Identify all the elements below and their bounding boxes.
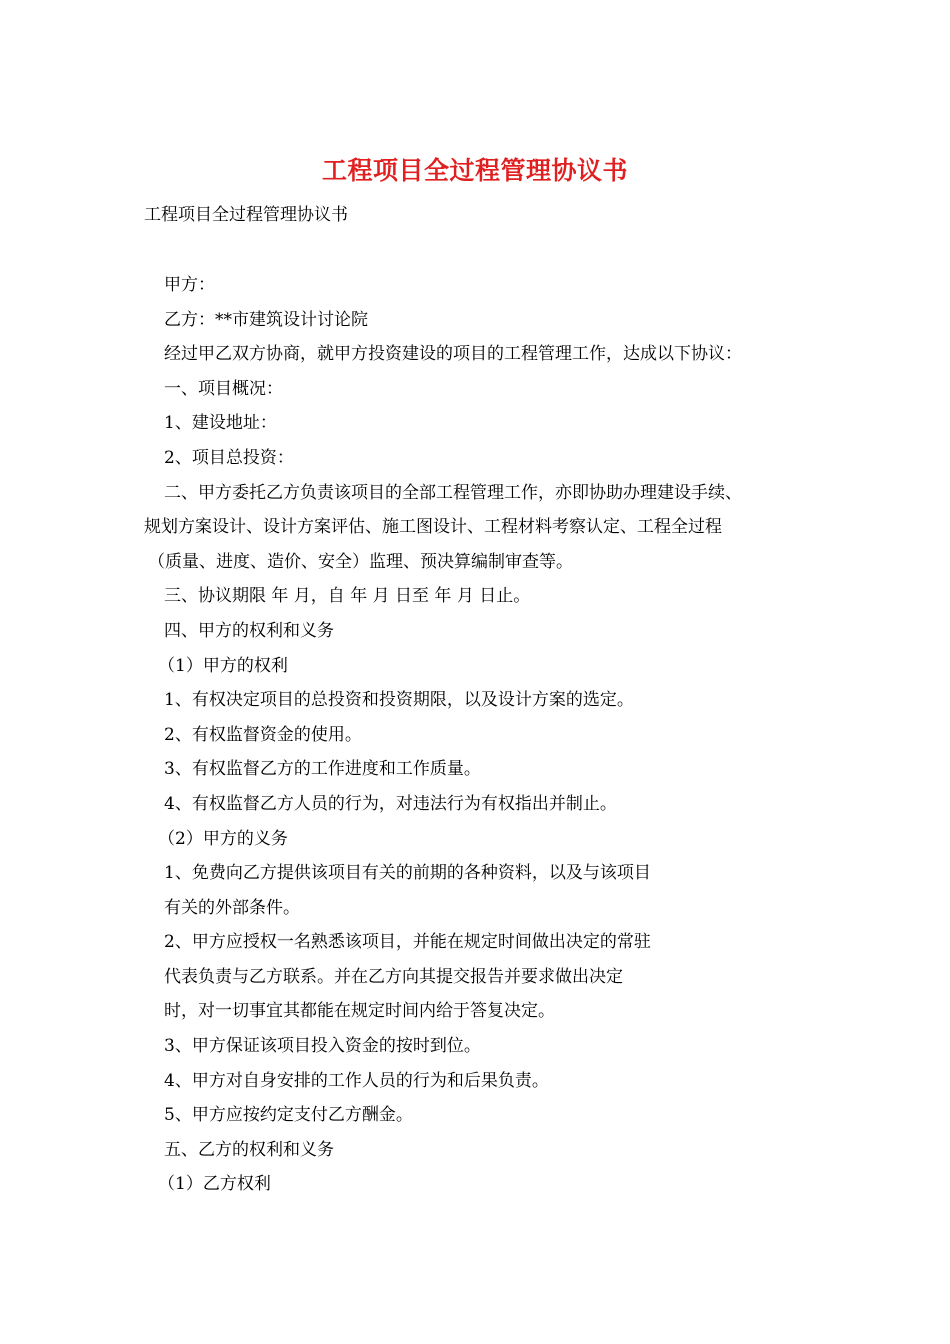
document-subtitle: 工程项目全过程管理协议书 — [144, 205, 348, 225]
paragraph-line: 1、有权决定项目的总投资和投资期限，以及设计方案的选定。 — [164, 690, 634, 711]
paragraph-line: 三、协议期限 年 月，自 年 月 日至 年 月 日止。 — [164, 586, 531, 607]
paragraph-line: 五、乙方的权利和义务 — [164, 1139, 334, 1160]
paragraph-line: 经过甲乙双方协商，就甲方投资建设的项目的工程管理工作，达成以下协议： — [164, 344, 742, 365]
paragraph-line: 有关的外部条件。 — [164, 897, 300, 918]
paragraph-line: 2、项目总投资： — [164, 447, 294, 468]
paragraph-line: 5、甲方应按约定支付乙方酬金。 — [164, 1105, 413, 1126]
paragraph-line: 1、建设地址： — [164, 413, 277, 434]
document-title: 工程项目全过程管理协议书 — [321, 156, 628, 185]
paragraph-line: （质量、进度、造价、安全）监理、预决算编制审查等。 — [148, 551, 573, 572]
paragraph-line: 2、有权监督资金的使用。 — [164, 724, 362, 745]
paragraph-line: 甲方： — [164, 275, 215, 295]
paragraph-line: 代表负责与乙方联系。并在乙方向其提交报告并要求做出决定 — [164, 966, 623, 987]
paragraph-line: 4、有权监督乙方人员的行为，对违法行为有权指出并制止。 — [164, 793, 617, 814]
paragraph-line: （1）甲方的权利 — [158, 655, 288, 676]
paragraph-line: 一、项目概况： — [164, 378, 283, 399]
paragraph-line: 2、甲方应授权一名熟悉该项目，并能在规定时间做出决定的常驻 — [164, 932, 651, 953]
paragraph-line: 4、甲方对自身安排的工作人员的行为和后果负责。 — [164, 1070, 549, 1091]
paragraph-line: 乙方：**市建筑设计讨论院 — [164, 309, 368, 330]
paragraph-line: 四、甲方的权利和义务 — [164, 620, 334, 641]
document-body — [144, 268, 824, 1202]
paragraph-line: 1、免费向乙方提供该项目有关的前期的各种资料，以及与该项目 — [164, 863, 651, 884]
paragraph-line: （2）甲方的义务 — [158, 828, 288, 849]
paragraph-line: 二、甲方委托乙方负责该项目的全部工程管理工作，亦即协助办理建设手续、 — [164, 482, 742, 503]
paragraph-line: 规划方案设计、设计方案评估、施工图设计、工程材料考察认定、工程全过程 — [144, 517, 722, 538]
paragraph-line: 3、有权监督乙方的工作进度和工作质量。 — [164, 759, 481, 780]
paragraph-line: （1）乙方权利 — [158, 1174, 271, 1195]
paragraph-line: 3、甲方保证该项目投入资金的按时到位。 — [164, 1036, 481, 1057]
paragraph-line: 时，对一切事宜其都能在规定时间内给于答复决定。 — [164, 1001, 555, 1022]
